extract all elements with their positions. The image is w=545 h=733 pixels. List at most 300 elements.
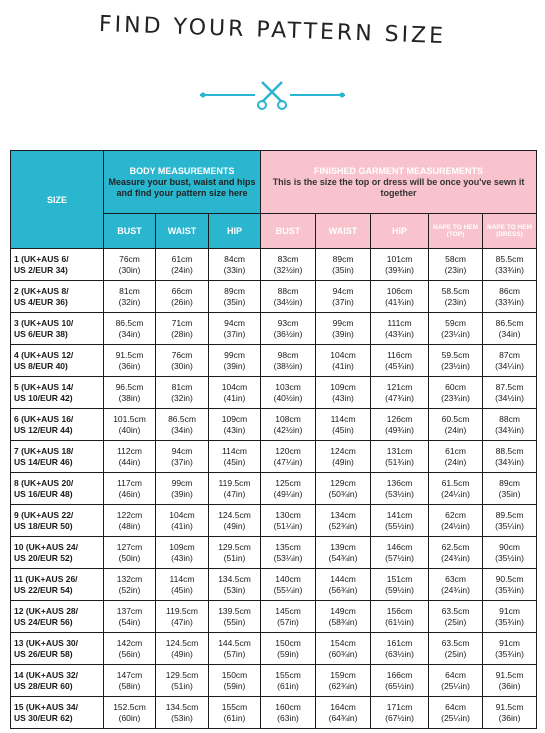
inch-value: (56in) <box>118 648 141 659</box>
size-cell <box>11 697 104 729</box>
measurement-cell <box>483 601 537 633</box>
inch-value: (47¼in) <box>273 456 303 467</box>
cm-value: 103cm <box>275 381 301 392</box>
measurement-cell <box>104 377 156 409</box>
inch-value: (35in) <box>223 296 246 307</box>
inch-value: (49in) <box>171 648 193 659</box>
size-label: US 22/EUR 54) <box>14 584 73 595</box>
measurement-cell <box>371 537 429 569</box>
measurement-cell <box>209 569 261 601</box>
cm-value: 87.5cm <box>495 381 524 392</box>
cm-value: 104cm <box>330 349 356 360</box>
inch-value: (36½in) <box>273 328 303 339</box>
inch-value: (34¾in) <box>495 456 524 467</box>
cm-value: 122cm <box>116 509 143 520</box>
measurement-cell <box>156 633 209 665</box>
inch-value: (50in) <box>118 552 141 563</box>
inch-value: (53in) <box>171 712 193 723</box>
column-header: HIP <box>371 214 429 249</box>
cm-value: 64cm <box>445 669 466 680</box>
measurement-cell <box>429 409 483 441</box>
cm-value: 120cm <box>275 445 301 456</box>
inch-value: (61in) <box>223 712 246 723</box>
cm-value: 171cm <box>386 701 413 712</box>
measurement-cell <box>483 569 537 601</box>
measurement-cell <box>371 313 429 345</box>
measurement-cell <box>261 665 316 697</box>
measurement-cell <box>261 441 316 473</box>
inch-value: (55in) <box>223 616 246 627</box>
measurement-cell <box>104 665 156 697</box>
inch-value: (47in) <box>171 616 193 627</box>
cm-value: 109cm <box>221 413 248 424</box>
table-row <box>11 569 537 601</box>
inch-value: (47¾in) <box>385 392 414 403</box>
cm-value: 71cm <box>171 317 193 328</box>
inch-value: (49in) <box>332 456 354 467</box>
inch-value: (23in) <box>444 264 467 275</box>
inch-value: (41in) <box>223 392 246 403</box>
measurement-cell <box>371 473 429 505</box>
measurement-cell <box>483 249 537 281</box>
measurement-cell <box>261 345 316 377</box>
cm-value: 86.5cm <box>115 317 144 328</box>
cm-value: 99cm <box>171 477 193 488</box>
inch-value: (34in) <box>498 328 521 339</box>
cm-value: 85.5cm <box>495 253 524 264</box>
inch-value: (43in) <box>223 424 246 435</box>
table-row <box>11 409 537 441</box>
inch-value: (49¾in) <box>385 424 414 435</box>
cm-value: 91cm <box>499 605 520 616</box>
cm-value: 60.5cm <box>441 413 470 424</box>
measurement-cell <box>316 441 371 473</box>
cm-value: 84cm <box>224 253 245 264</box>
inch-value: (35¾in) <box>495 616 524 627</box>
size-label: US 24/EUR 56) <box>14 616 73 627</box>
cm-value: 140cm <box>275 573 301 584</box>
inch-value: (67½in) <box>385 712 414 723</box>
size-cell <box>11 473 104 505</box>
cm-value: 166cm <box>386 669 413 680</box>
inch-value: (51¾in) <box>385 456 414 467</box>
cm-value: 142cm <box>116 637 143 648</box>
finished-measurements-header <box>261 151 537 214</box>
cm-value: 114cm <box>169 573 195 584</box>
cm-value: 150cm <box>221 669 248 680</box>
cm-value: 152.5cm <box>113 701 146 712</box>
size-label: US 18/EUR 50) <box>14 520 73 531</box>
cm-value: 91.5cm <box>495 701 524 712</box>
size-label: 8 (UK+AUS 20/ <box>14 477 74 488</box>
inch-value: (64¾in) <box>328 712 358 723</box>
measurement-cell <box>316 249 371 281</box>
cm-value: 134.5cm <box>165 701 199 712</box>
inch-value: (24¼in) <box>441 488 470 499</box>
cm-value: 104cm <box>221 381 248 392</box>
measurement-cell <box>371 601 429 633</box>
inch-value: (59in) <box>277 648 299 659</box>
inch-value: (63½in) <box>385 648 414 659</box>
measurement-cell <box>156 281 209 313</box>
size-cell <box>11 345 104 377</box>
cm-value: 117cm <box>117 477 142 488</box>
inch-value: (43in) <box>171 552 193 563</box>
table-row <box>11 473 537 505</box>
cm-value: 99cm <box>224 349 245 360</box>
size-label: US 28/EUR 60) <box>14 680 73 691</box>
cm-value: 81cm <box>171 381 193 392</box>
measurement-cell <box>429 377 483 409</box>
inch-value: (52¾in) <box>328 520 358 531</box>
measurement-cell <box>483 281 537 313</box>
cm-value: 134.5cm <box>218 573 251 584</box>
measurement-cell <box>483 505 537 537</box>
cm-value: 132cm <box>116 573 143 584</box>
measurement-cell <box>316 409 371 441</box>
inch-value: (47in) <box>223 488 246 499</box>
cm-value: 83cm <box>277 253 299 264</box>
cm-value: 87cm <box>499 349 520 360</box>
inch-value: (63in) <box>277 712 299 723</box>
size-label: US 14/EUR 46) <box>14 456 73 467</box>
measurement-cell <box>209 505 261 537</box>
cm-value: 63cm <box>445 573 466 584</box>
measurement-cell <box>261 377 316 409</box>
cm-value: 136cm <box>386 477 413 488</box>
cm-value: 88.5cm <box>495 445 524 456</box>
measurement-cell <box>371 281 429 313</box>
inch-value: (42½in) <box>273 424 303 435</box>
measurement-cell <box>104 441 156 473</box>
inch-value: (58¾in) <box>328 616 358 627</box>
page-title: FIND YOUR PATTERN SIZE <box>98 11 447 50</box>
inch-value: (23in) <box>444 296 467 307</box>
inch-value: (45¾in) <box>385 360 414 371</box>
cm-value: 135cm <box>275 541 301 552</box>
finished-header-title: FINISHED GARMENT MEASUREMENTS <box>314 165 484 176</box>
measurement-cell <box>209 441 261 473</box>
inch-value: (39in) <box>171 488 193 499</box>
cm-value: 86.5cm <box>168 413 196 424</box>
table-row <box>11 505 537 537</box>
cm-value: 150cm <box>275 637 301 648</box>
size-label: 1 (UK+AUS 6/ <box>14 253 69 264</box>
size-label: 2 (UK+AUS 8/ <box>14 285 69 296</box>
measurement-cell <box>316 633 371 665</box>
cm-value: 144.5cm <box>218 637 251 648</box>
size-table <box>10 150 537 729</box>
measurement-cell <box>429 633 483 665</box>
cm-value: 130cm <box>275 509 301 520</box>
inch-value: (49in) <box>223 520 246 531</box>
cm-value: 76cm <box>119 253 140 264</box>
inch-value: (40in) <box>118 424 141 435</box>
measurement-cell <box>261 697 316 729</box>
inch-value: (28in) <box>171 328 193 339</box>
size-label: US 16/EUR 48) <box>14 488 73 499</box>
cm-value: 116cm <box>387 349 412 360</box>
measurement-cell <box>483 665 537 697</box>
inch-value: (38½in) <box>273 360 303 371</box>
measurement-cell <box>104 249 156 281</box>
cm-value: 88cm <box>277 285 299 296</box>
inch-value: (45in) <box>223 456 246 467</box>
inch-value: (45in) <box>332 424 354 435</box>
cm-value: 109cm <box>330 381 356 392</box>
cm-value: 154cm <box>330 637 356 648</box>
inch-value: (44in) <box>118 456 141 467</box>
cm-value: 125cm <box>275 477 301 488</box>
measurement-cell <box>104 473 156 505</box>
size-cell <box>11 249 104 281</box>
inch-value: (34½in) <box>273 296 303 307</box>
column-header: BUST <box>261 214 316 249</box>
measurement-cell <box>104 281 156 313</box>
cm-value: 94cm <box>332 285 354 296</box>
column-header: WAIST <box>316 214 371 249</box>
measurement-cell <box>316 537 371 569</box>
inch-value: (35in) <box>332 264 354 275</box>
inch-value: (57in) <box>223 648 246 659</box>
inch-value: (49¼in) <box>273 488 303 499</box>
inch-value: (43in) <box>332 392 354 403</box>
measurement-cell <box>316 569 371 601</box>
inch-value: (24in) <box>444 456 467 467</box>
size-label: 12 (UK+AUS 28/ <box>14 605 79 616</box>
inch-value: (40½in) <box>273 392 303 403</box>
size-label: US 10/EUR 42) <box>14 392 73 403</box>
cm-value: 101cm <box>386 253 413 264</box>
cm-value: 134cm <box>330 509 356 520</box>
inch-value: (37in) <box>223 328 246 339</box>
measurement-cell <box>483 345 537 377</box>
cm-value: 96.5cm <box>115 381 144 392</box>
inch-value: (53in) <box>223 584 246 595</box>
cm-value: 90cm <box>499 541 520 552</box>
size-label: 14 (UK+AUS 32/ <box>14 669 79 680</box>
inch-value: (24in) <box>171 264 193 275</box>
inch-value: (41in) <box>332 360 354 371</box>
inch-value: (30in) <box>171 360 193 371</box>
size-label: 5 (UK+AUS 14/ <box>14 381 74 392</box>
cm-value: 160cm <box>275 701 301 712</box>
inch-value: (61½in) <box>385 616 414 627</box>
measurement-cell <box>104 601 156 633</box>
cm-value: 109cm <box>169 541 195 552</box>
inch-value: (55¼in) <box>273 584 303 595</box>
measurement-cell <box>261 313 316 345</box>
measurement-cell <box>429 313 483 345</box>
inch-value: (32½in) <box>273 264 303 275</box>
measurement-cell <box>316 601 371 633</box>
inch-value: (59½in) <box>385 584 414 595</box>
cm-value: 137cm <box>116 605 143 616</box>
inch-value: (24¾in) <box>441 584 470 595</box>
cm-value: 161cm <box>386 637 413 648</box>
table-row <box>11 665 537 697</box>
cm-value: 58.5cm <box>441 285 470 296</box>
measurement-cell <box>429 249 483 281</box>
cm-value: 156cm <box>386 605 413 616</box>
measurement-cell <box>429 665 483 697</box>
measurement-cell <box>209 537 261 569</box>
inch-value: (56¾in) <box>328 584 358 595</box>
inch-value: (57in) <box>277 616 299 627</box>
cm-value: 126cm <box>386 413 413 424</box>
inch-value: (43¾in) <box>385 328 414 339</box>
inch-value: (34¾in) <box>495 424 524 435</box>
body-header-subtext: Measure your bust, waist and hips and find your pattern size here <box>108 176 256 198</box>
inch-value: (59in) <box>223 680 246 691</box>
cm-value: 101.5cm <box>113 413 146 424</box>
cm-value: 124cm <box>330 445 356 456</box>
measurement-cell <box>156 345 209 377</box>
cm-value: 119.5cm <box>218 477 251 488</box>
inch-value: (23½in) <box>441 360 470 371</box>
measurement-cell <box>209 345 261 377</box>
measurement-cell <box>371 345 429 377</box>
cm-value: 129.5cm <box>165 669 199 680</box>
measurement-cell <box>104 313 156 345</box>
cm-value: 63.5cm <box>441 605 470 616</box>
cm-value: 89.5cm <box>495 509 524 520</box>
table-row <box>11 249 537 281</box>
measurement-cell <box>209 633 261 665</box>
measurement-cell <box>104 345 156 377</box>
inch-value: (36in) <box>498 680 521 691</box>
cm-value: 64cm <box>445 701 466 712</box>
cm-value: 59.5cm <box>441 349 470 360</box>
inch-value: (25in) <box>444 648 467 659</box>
size-header: SIZE <box>11 151 104 249</box>
inch-value: (41¾in) <box>385 296 414 307</box>
size-cell <box>11 281 104 313</box>
inch-value: (34in) <box>118 328 141 339</box>
measurement-cell <box>261 409 316 441</box>
measurement-cell <box>316 377 371 409</box>
measurement-cell <box>261 601 316 633</box>
inch-value: (57½in) <box>385 552 414 563</box>
measurement-cell <box>209 313 261 345</box>
cm-value: 89cm <box>224 285 245 296</box>
inch-value: (34½in) <box>495 392 524 403</box>
size-label: 4 (UK+AUS 12/ <box>14 349 74 360</box>
measurement-cell <box>316 473 371 505</box>
size-cell <box>11 505 104 537</box>
measurement-cell <box>429 601 483 633</box>
cm-value: 155cm <box>275 669 301 680</box>
cm-value: 59cm <box>445 317 466 328</box>
measurement-cell <box>156 409 209 441</box>
table-row <box>11 633 537 665</box>
inch-value: (30in) <box>118 264 141 275</box>
measurement-cell <box>429 441 483 473</box>
inch-value: (50¾in) <box>328 488 358 499</box>
measurement-cell <box>316 665 371 697</box>
cm-value: 139.5cm <box>218 605 251 616</box>
table-row <box>11 377 537 409</box>
cm-value: 149cm <box>330 605 356 616</box>
measurement-cell <box>209 697 261 729</box>
cm-value: 127cm <box>116 541 143 552</box>
measurement-cell <box>261 249 316 281</box>
measurement-cell <box>209 473 261 505</box>
inch-value: (45in) <box>171 584 193 595</box>
column-header: NAPE TO HEM (DRESS) <box>483 214 537 249</box>
measurement-cell <box>261 473 316 505</box>
size-cell <box>11 441 104 473</box>
measurement-cell <box>104 505 156 537</box>
inch-value: (37in) <box>171 456 193 467</box>
table-row <box>11 537 537 569</box>
measurement-cell <box>316 697 371 729</box>
cm-value: 131cm <box>386 445 413 456</box>
size-label: 10 (UK+AUS 24/ <box>14 541 79 552</box>
cm-value: 114cm <box>330 413 356 424</box>
cm-value: 106cm <box>386 285 413 296</box>
measurement-cell <box>104 633 156 665</box>
cm-value: 164cm <box>330 701 356 712</box>
size-cell <box>11 569 104 601</box>
cm-value: 145cm <box>275 605 301 616</box>
size-label: 6 (UK+AUS 16/ <box>14 413 74 424</box>
cm-value: 124.5cm <box>165 637 199 648</box>
inch-value: (24in) <box>444 424 467 435</box>
inch-value: (55½in) <box>385 520 414 531</box>
cm-value: 86cm <box>499 285 520 296</box>
inch-value: (34¼in) <box>495 360 524 371</box>
cm-value: 155cm <box>221 701 248 712</box>
column-header: NAPE TO HEM (TOP) <box>429 214 483 249</box>
cm-value: 114cm <box>222 445 247 456</box>
measurement-cell <box>156 249 209 281</box>
inch-value: (41in) <box>171 520 193 531</box>
cm-value: 76cm <box>171 349 193 360</box>
inch-value: (35¾in) <box>495 584 524 595</box>
size-label: US 20/EUR 52) <box>14 552 73 563</box>
size-label: US 30/EUR 62) <box>14 712 73 723</box>
inch-value: (24½in) <box>441 520 470 531</box>
inch-value: (35½in) <box>495 552 524 563</box>
cm-value: 111cm <box>387 317 412 328</box>
measurement-cell <box>261 633 316 665</box>
cm-value: 62.5cm <box>441 541 470 552</box>
size-cell <box>11 537 104 569</box>
measurement-cell <box>209 377 261 409</box>
table-row <box>11 313 537 345</box>
size-cell <box>11 409 104 441</box>
cm-value: 124.5cm <box>218 509 251 520</box>
measurement-cell <box>429 473 483 505</box>
inch-value: (24¾in) <box>441 552 470 563</box>
table-row <box>11 697 537 729</box>
inch-value: (53½in) <box>385 488 414 499</box>
measurement-cell <box>371 697 429 729</box>
column-header: BUST <box>104 214 156 249</box>
cm-value: 151cm <box>386 573 413 584</box>
size-cell <box>11 633 104 665</box>
inch-value: (25¼in) <box>441 680 470 691</box>
inch-value: (39in) <box>223 360 246 371</box>
cm-value: 93cm <box>277 317 299 328</box>
measurement-cell <box>156 473 209 505</box>
cm-value: 88cm <box>499 413 520 424</box>
body-header-title: BODY MEASUREMENTS <box>129 165 235 176</box>
inch-value: (53¼in) <box>273 552 303 563</box>
measurement-cell <box>429 505 483 537</box>
inch-value: (33¾in) <box>495 296 524 307</box>
